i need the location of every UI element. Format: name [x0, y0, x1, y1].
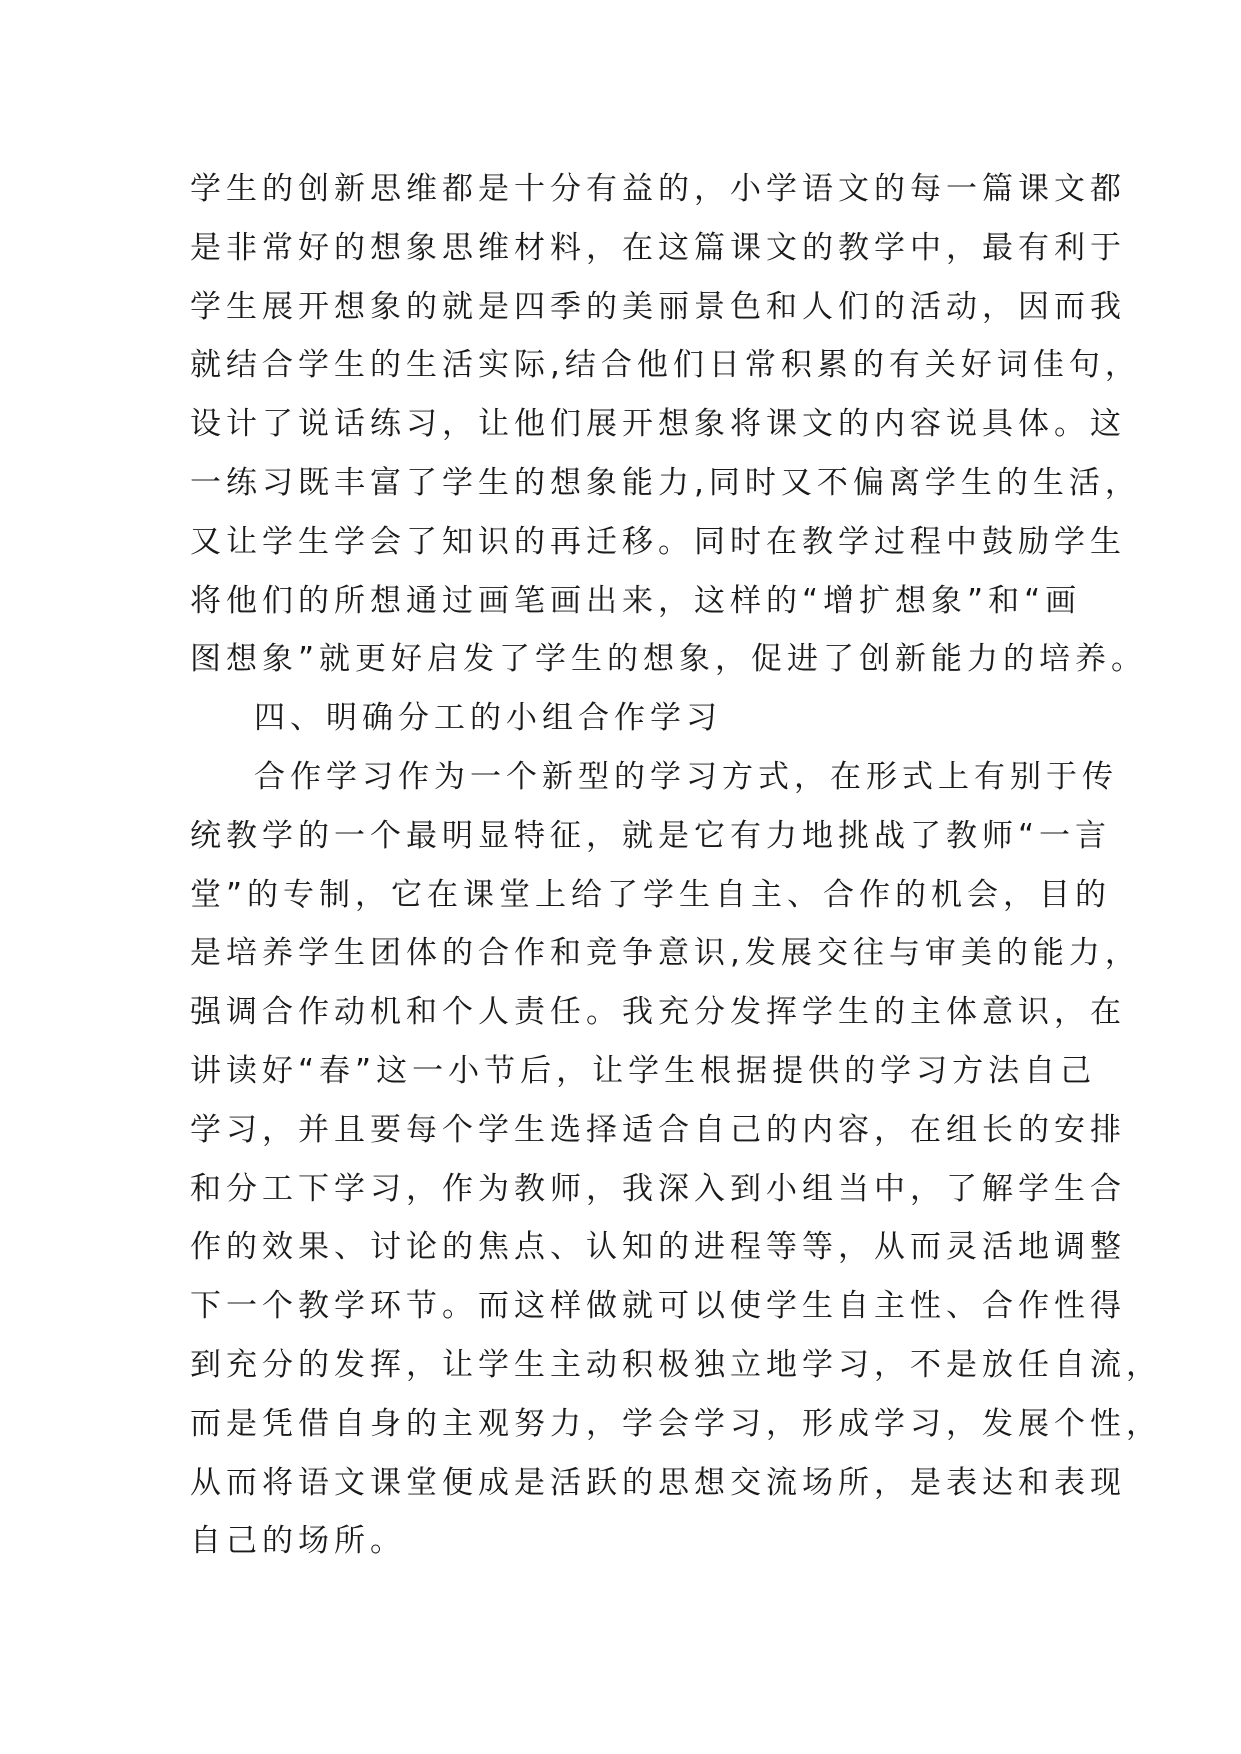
text-line: 统教学的一个最明显特征，就是它有力地挑战了教师“一言	[190, 817, 1112, 854]
text-line: 而是凭借自身的主观努力，学会学习，形成学习，发展个性，	[190, 1405, 1162, 1442]
text-line: 将他们的所想通过画笔画出来，这样的“增扩想象”和“画	[190, 582, 1082, 619]
section-heading: 四、明确分工的小组合作学习	[254, 700, 722, 737]
text-line: 设计了说话练习，让他们展开想象将课文的内容说具体。这	[190, 406, 1126, 443]
text-line: 一练习既丰富了学生的想象能力,同时又不偏离学生的生活，	[190, 464, 1141, 501]
text-line: 学生展开想象的就是四季的美丽景色和人们的活动，因而我	[190, 288, 1126, 325]
text-line: 作的效果、讨论的焦点、认知的进程等等，从而灵活地调整	[190, 1229, 1126, 1266]
text-line: 学习，并且要每个学生选择适合自己的内容，在组长的安排	[190, 1111, 1126, 1148]
text-line: 图想象”就更好启发了学生的想象，促进了创新能力的培养。	[190, 641, 1148, 678]
text-line: 堂”的专制，它在课堂上给了学生自主、合作的机会，目的	[190, 876, 1112, 913]
text-line: 学生的创新思维都是十分有益的，小学语文的每一篇课文都	[190, 171, 1126, 207]
text-line: 下一个教学环节。而这样做就可以使学生自主性、合作性得	[190, 1288, 1126, 1325]
text-line: 强调合作动机和个人责任。我充分发挥学生的主体意识，在	[190, 994, 1126, 1031]
body-text	[190, 160, 1162, 1571]
text-line: 又让学生学会了知识的再迁移。同时在教学过程中鼓励学生	[190, 523, 1126, 560]
text-line: 自己的场所。	[190, 1523, 406, 1560]
text-line: 是培养学生团体的合作和竞争意识,发展交往与审美的能力，	[190, 935, 1141, 972]
text-line: 合作学习作为一个新型的学习方式，在形式上有别于传	[254, 758, 1118, 795]
text-line: 是非常好的想象思维材料，在这篇课文的教学中，最有利于	[190, 229, 1126, 266]
text-line: 和分工下学习，作为教师，我深入到小组当中，了解学生合	[190, 1170, 1126, 1207]
text-line: 从而将语文课堂便成是活跃的思想交流场所，是表达和表现	[190, 1464, 1126, 1501]
text-line: 就结合学生的生活实际,结合他们日常积累的有关好词佳句，	[190, 347, 1141, 384]
text-line: 到充分的发挥，让学生主动积极独立地学习，不是放任自流，	[190, 1346, 1162, 1383]
text-line: 讲读好“春”这一小节后，让学生根据提供的学习方法自己	[190, 1052, 1097, 1089]
